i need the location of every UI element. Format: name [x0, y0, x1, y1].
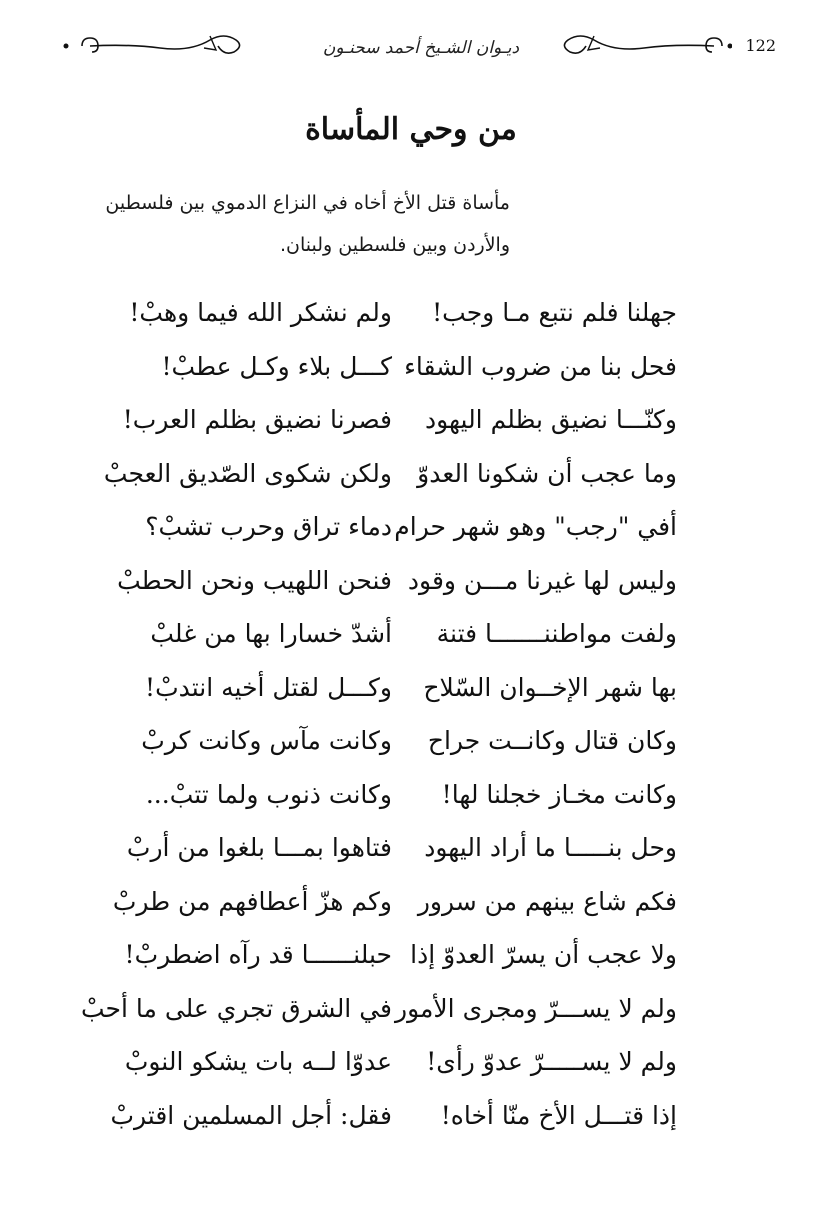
verse-list — [0, 292, 822, 1148]
first-hemistich: إذا قتـــل الأخ منّا أخاه! — [440, 1100, 677, 1130]
verse-row — [0, 774, 822, 828]
verse-row — [0, 506, 822, 560]
page-header — [60, 22, 782, 72]
first-hemistich: وكان قتال وكانــت جراح — [427, 726, 677, 755]
first-hemistich: جهلنا فلم نتبع مـا وجب! — [432, 298, 677, 327]
verse-row — [0, 881, 822, 935]
verse-row — [0, 934, 822, 988]
first-hemistich: وكنّـــا نضيق بظلم اليهود — [424, 405, 677, 434]
second-hemistich: أشدّ خسارا بها من غلبْ — [150, 619, 392, 648]
verse-row — [0, 346, 822, 400]
first-hemistich: ولا عجب أن يسرّ العدوّ إذا — [410, 940, 677, 969]
second-hemistich: فقل: أجل المسلمين اقتربْ — [110, 1100, 392, 1130]
second-hemistich: كـــل بلاء وكـل عطبْ! — [161, 351, 392, 381]
first-hemistich: ولفت مواطننـــــــا فتنة — [436, 619, 677, 648]
first-hemistich: ولم لا يســـــرّ عدوّ رأى! — [426, 1047, 677, 1076]
second-hemistich: فنحن اللهيب ونحن الحطبْ — [117, 565, 392, 595]
second-hemistich: عدوّا لــه بات يشكو النوبْ — [124, 1047, 392, 1076]
first-hemistich: فكم شاع بينهم من سرور — [417, 886, 677, 916]
first-hemistich: وحل بنـــــا ما أراد اليهود — [424, 833, 677, 862]
verse-row — [0, 720, 822, 774]
page-number: 122 — [745, 36, 776, 55]
poem-intro — [70, 182, 510, 266]
second-hemistich: ولكن شكوى الصّديق العجبْ — [103, 458, 392, 488]
verse-row — [0, 453, 822, 507]
verse-row — [0, 1095, 822, 1149]
right-ornament-icon — [542, 30, 732, 60]
verse-row — [0, 988, 822, 1042]
second-hemistich: وكانت ذنوب ولما تتبْ... — [145, 779, 392, 809]
first-hemistich: وليس لها غيرنا مـــن وقود — [407, 565, 677, 595]
verse-row — [0, 1041, 822, 1095]
first-hemistich: أفي "رجب" وهو شهر حرام — [394, 512, 677, 541]
verse-row — [0, 613, 822, 667]
first-hemistich: وكانت مخـاز خجلنا لها! — [441, 779, 677, 809]
verse-row — [0, 292, 822, 346]
verse-row — [0, 827, 822, 881]
verse-row — [0, 560, 822, 614]
second-hemistich: فصرنا نضيق بظلم العرب! — [122, 405, 392, 434]
verse-row — [0, 399, 822, 453]
second-hemistich: وكانت مآس وكانت كربْ — [141, 726, 392, 755]
intro-line: مأساة قتل الأخ أخاه في النزاع الدموي بين فلسطين — [105, 192, 510, 214]
second-hemistich: فتاهوا بمـــا بلغوا من أربْ — [126, 833, 392, 862]
first-hemistich: ولم لا يســـرّ ومجرى الأمور — [395, 993, 677, 1023]
second-hemistich: ولم نشكر الله فيما وهبْ! — [129, 298, 392, 327]
first-hemistich: بها شهر الإخــوان السّلاح — [423, 672, 677, 702]
book-title: ديـوان الشـيخ أحمد سحنـون — [322, 38, 520, 58]
second-hemistich: حبلنــــــا قد رآه اضطربْ! — [124, 940, 392, 969]
first-hemistich: وما عجب أن شكونا العدوّ — [417, 458, 677, 488]
verse-row — [0, 667, 822, 721]
second-hemistich: في الشرق تجري على ما أحبْ — [80, 993, 392, 1023]
intro-line: والأردن وبين فلسطين ولبنان. — [280, 234, 510, 256]
poem-title: من وحي المأساة — [305, 112, 517, 147]
second-hemistich: وكم هزّ أعطافهم من طربْ — [112, 886, 392, 916]
first-hemistich: فحل بنا من ضروب الشقاء — [404, 351, 677, 381]
second-hemistich: دماء تراق وحرب تشبْ؟ — [145, 512, 392, 541]
second-hemistich: وكـــل لقتل أخيه انتدبْ! — [145, 672, 392, 702]
